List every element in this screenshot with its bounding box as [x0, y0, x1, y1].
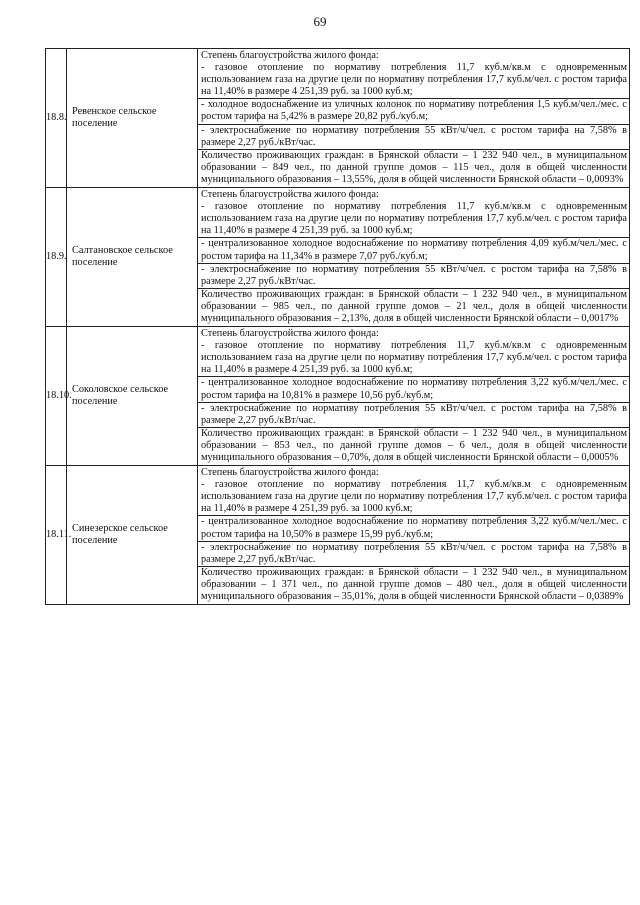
residents-info: Количество проживающих граждан: в Брянской области – 1 232 940 чел., в муниципальном образовании – 1 371 чел., по данной группе домов – 480 чел., доля в общей численности муниципального образования – 35,01%, доля в общей численности Брянской области – 0,0389% [198, 566, 629, 603]
settlement-name: Соколовское сельское поселение [67, 327, 198, 466]
description-heading: Степень благоустройства жилого фонда: [201, 189, 379, 201]
water-supply-item: - централизованное холодное водоснабжение по нормативу потребления 3,22 куб.м/чел./мес. с ростом тарифа на 10,50% в размере 15,99 руб./куб.м; [198, 515, 629, 540]
row-number: 18.10. [46, 327, 67, 466]
residents-info: Количество проживающих граждан: в Брянской области – 1 232 940 чел., в муниципальном образовании – 985 чел., по данной группе домов – 21 чел., доля в общей численности муниципального образования – 2,13%, доля в общей численности Брянской области – 0,0017% [198, 288, 629, 325]
residents-info: Количество проживающих граждан: в Брянской области – 1 232 940 чел., в муниципальном образовании – 849 чел., по данной группе домов – 115 чел., доля в общей численности муниципального образования – 13,55%, доля в общей численности Брянской области – 0,0093% [198, 149, 629, 186]
water-supply-item: - централизованное холодное водоснабжение по нормативу потребления 3,22 куб.м/чел./мес. с ростом тарифа на 10,81% в размере 10,56 руб./куб.м; [198, 376, 629, 401]
settlement-description [198, 466, 630, 605]
description-heading: Степень благоустройства жилого фонда: [201, 50, 379, 61]
table-row [46, 49, 630, 188]
description-heading: Степень благоустройства жилого фонда: [201, 328, 379, 340]
row-number: 18.9. [46, 188, 67, 327]
electricity-item: - электроснабжение по нормативу потребления 55 кВт/ч/чел. с ростом тарифа на 7,58% в размере 2,27 руб./кВт/час. [198, 124, 629, 149]
electricity-item: - электроснабжение по нормативу потребления 55 кВт/ч/чел. с ростом тарифа на 7,58% в размере 2,27 руб./кВт/час. [198, 263, 629, 288]
settlement-description [198, 49, 630, 188]
gas-heating-item: - газовое отопление по нормативу потребления 11,7 куб.м/кв.м с одновременным использованием газа на другие цели по нормативу потребления 17,7 куб.м/чел. с ростом тарифа на 11,40% в размере 4 251,39 руб. за 1000 куб.м; [201, 479, 627, 515]
settlements-table [45, 48, 630, 605]
gas-heating-item: - газовое отопление по нормативу потребления 11,7 куб.м/кв.м с одновременным использованием газа на другие цели по нормативу потребления 17,7 куб.м/чел. с ростом тарифа на 11,40% в размере 4 251,39 руб. за 1000 куб.м; [201, 340, 627, 376]
description-heading: Степень благоустройства жилого фонда: [201, 467, 379, 479]
electricity-item: - электроснабжение по нормативу потребления 55 кВт/ч/чел. с ростом тарифа на 7,58% в размере 2,27 руб./кВт/час. [198, 402, 629, 427]
residents-info: Количество проживающих граждан: в Брянской области – 1 232 940 чел., в муниципальном образовании – 853 чел., по данной группе домов – 6 чел., доля в общей численности муниципального образования – 0,70%, доля в общей численности Брянской области – 0,0005% [198, 427, 629, 464]
row-number: 18.8. [46, 49, 67, 188]
settlement-description [198, 327, 630, 466]
settlement-name: Синезерское сельское поселение [67, 466, 198, 605]
page-number: 69 [313, 14, 327, 29]
table-row [46, 188, 630, 327]
table-row [46, 466, 630, 605]
water-supply-item: - централизованное холодное водоснабжение по нормативу потребления 4,09 куб.м/чел./мес. с ростом тарифа на 11,34% в размере 7,07 руб./куб.м; [198, 237, 629, 262]
settlement-name: Салтановское сельское поселение [67, 188, 198, 327]
gas-heating-item: - газовое отопление по нормативу потребления 11,7 куб.м/кв.м с одновременным использованием газа на другие цели по нормативу потребления 17,7 куб.м/чел. с ростом тарифа на 11,40% в размере 4 251,39 руб. за 1000 куб.м; [201, 201, 627, 237]
gas-heating-item: - газовое отопление по нормативу потребления 11,7 куб.м/кв.м с одновременным использованием газа на другие цели по нормативу потребления 17,7 куб.м/чел. с ростом тарифа на 11,40% в размере 4 251,39 руб. за 1000 куб.м; [201, 62, 627, 98]
row-number: 18.11. [46, 466, 67, 605]
settlement-name: Ревенское сельское поселение [67, 49, 198, 188]
water-supply-item: - холодное водоснабжение из уличных колонок по нормативу потребления 1,5 куб.м/чел./мес. с ростом тарифа на 5,42% в размере 20,82 руб./куб.м; [198, 98, 629, 123]
table-row [46, 327, 630, 466]
electricity-item: - электроснабжение по нормативу потребления 55 кВт/ч/чел. с ростом тарифа на 7,58% в размере 2,27 руб./кВт/час. [198, 541, 629, 566]
settlement-description [198, 188, 630, 327]
